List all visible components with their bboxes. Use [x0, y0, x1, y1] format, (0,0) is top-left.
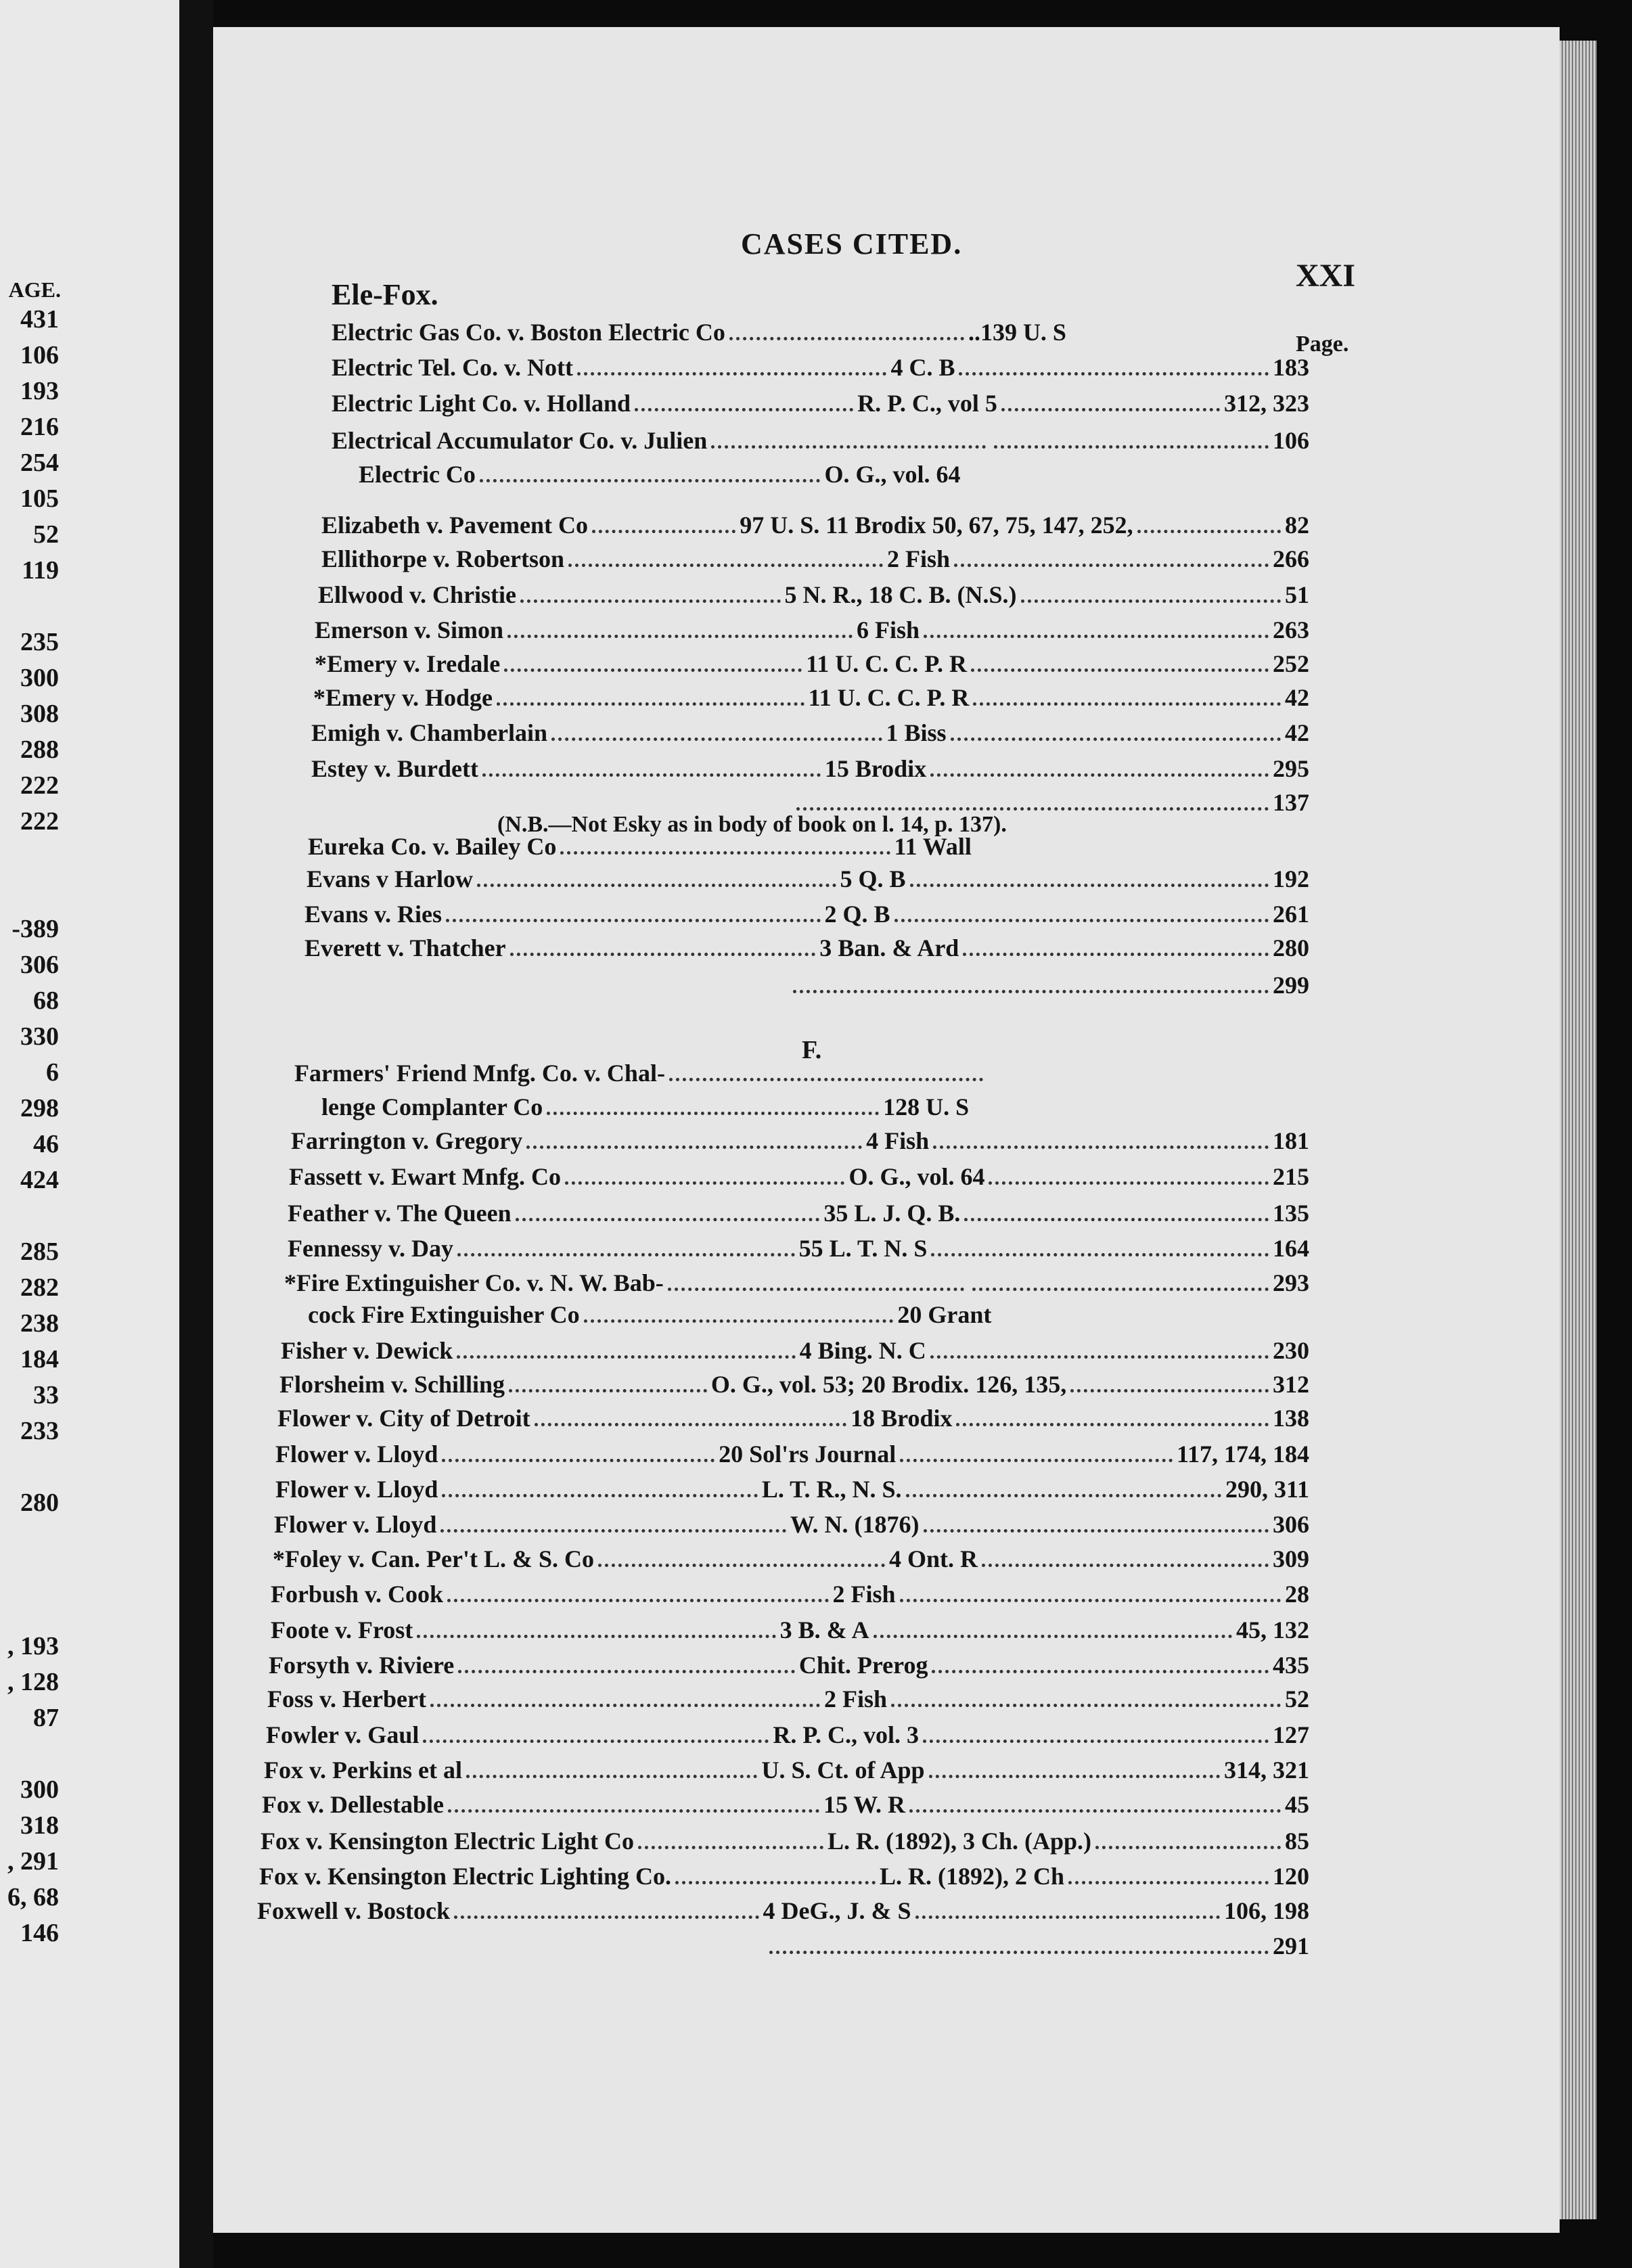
- page-number: 45, 132: [1236, 1616, 1309, 1643]
- case-reference: 11 U. C. C. P. R: [808, 684, 970, 711]
- case-reference: 4 Fish: [866, 1127, 930, 1154]
- case-reference: 2 Fish: [823, 1685, 887, 1713]
- leader-dots: [891, 1692, 1281, 1707]
- case-reference: 5 Q. B: [840, 865, 906, 892]
- page-number: 312, 323: [1224, 390, 1310, 417]
- case-reference: O. G., vol. 53; 20 Brodix. 126, 135,: [710, 1371, 1067, 1398]
- case-reference: 4 C. B: [890, 354, 955, 381]
- case-name: Fennessy v. Day: [288, 1235, 454, 1262]
- page-number: 252: [1273, 650, 1309, 677]
- left-page-number: 6: [46, 1058, 59, 1087]
- leader-dots: [457, 1241, 795, 1256]
- case-name: Foote v. Frost: [271, 1616, 413, 1643]
- case-entry: [321, 545, 1309, 577]
- section-letter-f: F.: [802, 1036, 822, 1064]
- leader-dots: [466, 1763, 757, 1778]
- case-entry: [275, 1475, 1309, 1507]
- left-page-number: 306: [20, 951, 59, 979]
- case-name: Forbush v. Cook: [271, 1581, 444, 1608]
- case-name: *Emery v. Iredale: [315, 650, 501, 677]
- case-reference: O. G., vol. 64: [824, 461, 961, 488]
- case-reference: 3 Ban. & Ard: [819, 934, 959, 961]
- leader-dots: [894, 907, 1269, 922]
- page-number: 42: [1285, 684, 1309, 711]
- leader-dots: [592, 518, 735, 533]
- leader-dots: [963, 940, 1269, 956]
- page-number: 295: [1273, 755, 1309, 782]
- page-edges: [1560, 41, 1597, 2219]
- leader-dots: [930, 761, 1269, 777]
- case-entry: [271, 1580, 1309, 1612]
- page-number: 291: [1273, 1932, 1309, 1959]
- case-entry: [318, 581, 1309, 613]
- left-page-number: 68: [33, 986, 59, 1015]
- case-name: Evans v Harlow: [307, 865, 474, 892]
- case-name: Flower v. Lloyd: [275, 1441, 438, 1468]
- left-page-number: 222: [20, 771, 59, 800]
- leader-dots: [711, 433, 986, 449]
- leader-dots: [568, 551, 883, 567]
- leader-dots: [547, 1099, 879, 1115]
- leader-dots: [729, 325, 964, 340]
- leader-dots: [507, 622, 853, 638]
- case-name: Electric Light Co. v. Holland: [332, 390, 631, 417]
- case-reference: L. R. (1892), 3 Ch. (App.): [827, 1828, 1092, 1855]
- left-page-number: 318: [20, 1811, 59, 1840]
- case-reference: U. S. Ct. of App: [761, 1756, 925, 1784]
- leader-dots: [509, 1377, 707, 1392]
- case-entry: [308, 1300, 1309, 1333]
- case-reference: 2 Q. B: [824, 901, 890, 928]
- case-entry: [308, 832, 1309, 865]
- left-page-number: , 291: [7, 1847, 59, 1876]
- case-reference: 55 L. T. N. S: [798, 1235, 928, 1262]
- leader-dots: [520, 587, 780, 603]
- case-reference: 15 Brodix: [824, 755, 927, 782]
- page-number: 135: [1273, 1200, 1310, 1227]
- case-name: Flower v. Lloyd: [274, 1511, 437, 1538]
- case-entries: [213, 27, 1560, 2233]
- leader-dots: [994, 433, 1269, 449]
- case-reference: 6 Fish: [857, 616, 920, 643]
- page-number: 312: [1273, 1371, 1309, 1398]
- leader-dots: [1021, 587, 1281, 603]
- case-entry: [311, 719, 1309, 751]
- leader-dots: [669, 1066, 983, 1081]
- left-page-number: 235: [20, 628, 59, 656]
- page-number: 117, 174, 184: [1177, 1441, 1310, 1468]
- book-spine: [179, 0, 213, 2268]
- leader-dots: [973, 690, 1281, 706]
- left-page: [0, 0, 179, 2268]
- left-page-number: 6, 68: [7, 1883, 59, 1911]
- left-page-number: 193: [20, 377, 59, 405]
- case-entry: [315, 650, 1309, 682]
- leader-dots: [982, 1551, 1269, 1567]
- case-name: lenge Complanter Co: [321, 1093, 543, 1120]
- case-entry: [332, 353, 1309, 386]
- leader-dots: [769, 1938, 1269, 1954]
- leader-dots: [504, 656, 802, 672]
- leader-dots: [447, 1587, 828, 1602]
- left-page-number: 216: [20, 413, 59, 441]
- leader-dots: [510, 940, 816, 956]
- leader-dots: [448, 1797, 819, 1813]
- case-name: Everett v. Thatcher: [304, 934, 506, 961]
- leader-dots: [526, 1133, 862, 1149]
- leader-dots: [1070, 1377, 1269, 1392]
- leader-dots: [458, 1658, 795, 1673]
- page-number: 280: [1273, 934, 1310, 961]
- leader-dots: [793, 978, 1269, 993]
- case-name: Farmers' Friend Mnfg. Co. v. Chal-: [294, 1060, 665, 1087]
- leader-dots: [417, 1623, 775, 1638]
- left-page-number: 222: [20, 807, 59, 836]
- case-name: Fassett v. Ewart Mnfg. Co: [289, 1163, 561, 1190]
- case-name: Evans v. Ries: [304, 901, 443, 928]
- leader-dots: [577, 360, 887, 376]
- case-reference: Chit. Prerog: [798, 1652, 928, 1679]
- case-entry: [279, 1370, 1309, 1403]
- case-reference: O. G., vol. 64: [848, 1163, 985, 1190]
- page-number: 306: [1273, 1511, 1309, 1538]
- section-label: Ele-Fox.: [332, 278, 438, 311]
- case-entry: [307, 865, 1309, 897]
- page-number: 299: [1273, 972, 1309, 999]
- leader-dots: [910, 871, 1269, 887]
- case-entry: [262, 1790, 1309, 1823]
- case-name: Estey v. Burdett: [311, 755, 478, 782]
- page-number: 290, 311: [1225, 1476, 1309, 1503]
- case-name: Fox v. Perkins et al: [264, 1756, 462, 1784]
- leader-dots: [923, 1727, 1269, 1743]
- page-number: 261: [1273, 901, 1309, 928]
- case-entry: [288, 1199, 1309, 1231]
- leader-dots: [930, 1343, 1269, 1359]
- case-name: Flower v. City of Detroit: [277, 1405, 530, 1432]
- case-reference: 20 Grant: [897, 1301, 992, 1328]
- leader-dots: [668, 1275, 964, 1291]
- leader-dots: [915, 1903, 1221, 1919]
- case-entry: [257, 1897, 1309, 1929]
- case-entry: [304, 934, 1309, 966]
- left-page-number: 106: [20, 341, 59, 369]
- left-page-number: 285: [20, 1238, 59, 1266]
- case-entry: [311, 754, 1309, 787]
- case-entry: [257, 1932, 1309, 1964]
- leader-dots: [959, 360, 1269, 376]
- case-entry: [274, 1510, 1309, 1543]
- case-reference: 20 Sol'rs Journal: [719, 1441, 897, 1468]
- case-entry: [332, 426, 1309, 459]
- case-entry: [304, 971, 1309, 1003]
- leader-dots: [964, 1206, 1269, 1221]
- case-entry: [291, 1127, 1309, 1159]
- left-page-number: 282: [20, 1273, 59, 1302]
- case-reference: 1 Biss: [886, 719, 947, 746]
- leader-dots: [900, 1587, 1281, 1602]
- case-name: *Fire Extinguisher Co. v. N. W. Bab-: [284, 1269, 664, 1296]
- case-reference: R. P. C., vol. 3: [773, 1721, 920, 1748]
- left-page-number: 300: [20, 1775, 59, 1804]
- left-page-number: 300: [20, 664, 59, 692]
- case-reference: W. N. (1876): [790, 1511, 920, 1538]
- case-entry: [321, 511, 1309, 543]
- leader-dots: [931, 1241, 1269, 1256]
- leader-dots: [951, 725, 1281, 741]
- leader-dots: [1068, 1869, 1269, 1884]
- page-number: 28: [1285, 1581, 1310, 1608]
- leader-dots: [1001, 396, 1220, 411]
- case-reference: L. T. R., N. S.: [761, 1476, 902, 1503]
- case-name: Fox v. Kensington Electric Lighting Co.: [259, 1863, 672, 1890]
- case-entry: [332, 318, 1309, 350]
- case-name: Fowler v. Gaul: [266, 1721, 420, 1748]
- left-page-number: 105: [20, 484, 59, 513]
- leader-dots: [480, 467, 821, 482]
- page-number: 293: [1273, 1269, 1310, 1296]
- page-number: 215: [1273, 1163, 1309, 1190]
- leader-dots: [1137, 518, 1281, 533]
- case-reference: 11 Wall: [894, 833, 972, 860]
- case-name: Electric Gas Co. v. Boston Electric Co: [332, 319, 725, 346]
- case-name: Feather v. The Queen: [288, 1200, 512, 1227]
- case-entry: [289, 1162, 1309, 1195]
- page-number: 183: [1273, 354, 1309, 381]
- case-reference: 97 U. S. 11 Brodix 50, 67, 75, 147, 252,: [740, 512, 1133, 539]
- leader-dots: [956, 1411, 1269, 1426]
- left-page-number: 87: [33, 1704, 59, 1732]
- case-entry: [264, 1756, 1309, 1788]
- case-reference: 11 U. C. C. P. R: [806, 650, 967, 677]
- case-reference: 2 Fish: [832, 1581, 896, 1608]
- left-page-number: 308: [20, 700, 59, 728]
- leader-dots: [516, 1206, 820, 1221]
- case-name: Flower v. Lloyd: [275, 1476, 438, 1503]
- case-reference: R. P. C., vol 5: [857, 390, 997, 417]
- case-name: Ellwood v. Christie: [318, 581, 517, 608]
- case-reference: 3 B. & A: [779, 1616, 869, 1643]
- page-number: 85: [1285, 1828, 1309, 1855]
- case-name: Farrington v. Gregory: [291, 1127, 523, 1154]
- case-name: Emigh v. Chamberlain: [311, 719, 548, 746]
- page-number: 137: [1273, 789, 1309, 816]
- case-entry: [311, 788, 1309, 821]
- page-number: 42: [1285, 719, 1310, 746]
- leader-dots: [454, 1903, 759, 1919]
- left-page-number: 119: [22, 556, 59, 585]
- leader-dots: [477, 871, 836, 887]
- leader-dots: [906, 1482, 1221, 1497]
- leader-dots: [565, 1169, 845, 1185]
- page-number: 314, 321: [1224, 1756, 1310, 1784]
- case-name: cock Fire Extinguisher Co: [308, 1301, 580, 1328]
- leader-dots: [932, 1658, 1269, 1673]
- leader-dots: [796, 795, 1269, 811]
- case-name: Foss v. Herbert: [267, 1685, 426, 1713]
- leader-dots: [924, 622, 1269, 638]
- left-page-number: 254: [20, 449, 59, 477]
- left-page-number: 280: [20, 1489, 59, 1517]
- case-entry: [273, 1545, 1309, 1577]
- running-head: CASES CITED.: [741, 227, 963, 260]
- left-page-number: -389: [12, 915, 59, 943]
- page-number: 51: [1285, 581, 1310, 608]
- page-number: 181: [1273, 1127, 1309, 1154]
- left-page-number: 46: [33, 1130, 59, 1158]
- case-entry: [281, 1336, 1309, 1369]
- case-entry: [260, 1827, 1309, 1859]
- leader-dots: [497, 690, 804, 706]
- case-entry: [321, 1093, 1309, 1125]
- left-page-number: 52: [33, 520, 59, 549]
- page-number: 45: [1285, 1791, 1310, 1818]
- leader-dots: [535, 1411, 847, 1426]
- left-page-number: 33: [33, 1381, 59, 1409]
- case-entry: [277, 1404, 1309, 1436]
- leader-dots: [900, 1447, 1173, 1462]
- page-number: 164: [1273, 1235, 1310, 1262]
- case-name: Eureka Co. v. Bailey Co: [308, 833, 557, 860]
- leader-dots: [924, 1517, 1269, 1533]
- page-number: 263: [1273, 616, 1310, 643]
- leader-dots: [972, 1275, 1269, 1291]
- leader-dots: [584, 1307, 894, 1323]
- leader-dots: [442, 1482, 757, 1497]
- case-name: *Emery v. Hodge: [313, 684, 493, 711]
- leader-dots: [635, 396, 853, 411]
- case-reference: 35 L. J. Q. B.: [823, 1200, 961, 1227]
- right-page: [213, 27, 1560, 2233]
- case-reference: 2 Fish: [887, 545, 951, 572]
- page-number: 230: [1273, 1337, 1310, 1364]
- case-entry: [275, 1440, 1309, 1472]
- leader-dots: [989, 1169, 1269, 1185]
- leader-dots: [933, 1133, 1269, 1149]
- left-page-number: 238: [20, 1309, 59, 1338]
- case-entry: [267, 1685, 1309, 1717]
- leader-dots: [430, 1692, 820, 1707]
- leader-dots: [675, 1869, 876, 1884]
- case-entry: [313, 683, 1309, 716]
- left-page-number: , 128: [7, 1668, 59, 1696]
- case-entry: [266, 1721, 1309, 1753]
- case-name: Electrical Accumulator Co. v. Julien: [332, 427, 708, 454]
- case-entry: [359, 460, 1309, 493]
- case-name: Elizabeth v. Pavement Co: [321, 512, 588, 539]
- leader-dots: [598, 1551, 885, 1567]
- left-page-number: 330: [20, 1022, 59, 1051]
- case-entry: [259, 1862, 1309, 1895]
- case-reference: 4 Ont. R: [888, 1545, 978, 1572]
- case-entry: [269, 1651, 1309, 1683]
- case-entry: [294, 1059, 1309, 1091]
- page-number: 138: [1273, 1405, 1310, 1432]
- leader-dots: [638, 1834, 823, 1849]
- case-name: Foxwell v. Bostock: [257, 1897, 450, 1924]
- case-entry: [304, 900, 1309, 932]
- case-name: Fox v. Kensington Electric Light Co: [260, 1828, 634, 1855]
- page-number: 309: [1273, 1545, 1310, 1572]
- leader-dots: [551, 725, 882, 741]
- case-name: Emerson v. Simon: [315, 616, 504, 643]
- leader-dots: [1095, 1834, 1281, 1849]
- page-number: 127: [1273, 1721, 1309, 1748]
- case-name: Electric Tel. Co. v. Nott: [332, 354, 573, 381]
- leader-dots: [954, 551, 1269, 567]
- left-page-number: 146: [20, 1919, 59, 1947]
- case-entry: [332, 389, 1309, 422]
- case-reference: 4 DeG., J. & S: [763, 1897, 911, 1924]
- leader-dots: [874, 1623, 1232, 1638]
- case-reference: 128 U. S: [883, 1093, 970, 1120]
- case-name: Fox v. Dellestable: [262, 1791, 444, 1818]
- case-name: *Foley v. Can. Per't L. & S. Co: [273, 1545, 594, 1572]
- case-reference: ..139 U. S: [968, 319, 1066, 346]
- page-number: 192: [1273, 865, 1310, 892]
- case-reference: 18 Brodix: [851, 1405, 953, 1432]
- left-page-number: 184: [20, 1345, 59, 1374]
- case-reference: 15 W. R: [823, 1791, 906, 1818]
- case-name: Florsheim v. Schilling: [279, 1371, 505, 1398]
- leader-dots: [560, 839, 890, 855]
- page-column-header: Page.: [1296, 332, 1349, 357]
- case-name: Fisher v. Dewick: [281, 1337, 453, 1364]
- left-page-number: 424: [20, 1166, 59, 1194]
- leader-dots: [446, 907, 820, 922]
- left-page-number: 298: [20, 1094, 59, 1122]
- case-reference: 4 Bing. N. C: [799, 1337, 926, 1364]
- left-page-header: AGE.: [8, 277, 61, 302]
- case-name: Electric Co: [359, 461, 476, 488]
- leader-dots: [440, 1517, 786, 1533]
- leader-dots: [423, 1727, 769, 1743]
- page-number: 106: [1273, 427, 1309, 454]
- case-entry: [284, 1269, 1309, 1301]
- case-name: Forsyth v. Riviere: [269, 1652, 455, 1679]
- leader-dots: [457, 1343, 795, 1359]
- case-entry: [315, 616, 1309, 648]
- left-page-number: 431: [20, 305, 59, 334]
- leader-dots: [482, 761, 821, 777]
- left-page-number: 233: [20, 1417, 59, 1445]
- leader-dots: [929, 1763, 1220, 1778]
- page-number: 82: [1285, 512, 1309, 539]
- errata-note: (N.B.—Not Esky as in body of book on l. 14, p. 137).: [497, 812, 1007, 837]
- case-reference: L. R. (1892), 2 Ch: [880, 1863, 1065, 1890]
- leader-dots: [909, 1797, 1281, 1813]
- left-page-number: , 193: [7, 1632, 59, 1660]
- case-reference: 5 N. R., 18 C. B. (N.S.): [784, 581, 1017, 608]
- page-number: 52: [1285, 1685, 1310, 1713]
- leader-dots: [442, 1447, 715, 1462]
- page-number: 120: [1273, 1863, 1309, 1890]
- page-number: 266: [1273, 545, 1310, 572]
- page-number: 106, 198: [1224, 1897, 1309, 1924]
- case-entry: [271, 1616, 1309, 1648]
- case-name: Ellithorpe v. Robertson: [321, 545, 565, 572]
- case-entry: [288, 1234, 1309, 1267]
- page-number: 435: [1273, 1652, 1309, 1679]
- left-page-number: 288: [20, 735, 59, 764]
- folio-number: XXI: [1296, 258, 1356, 294]
- leader-dots: [971, 656, 1269, 672]
